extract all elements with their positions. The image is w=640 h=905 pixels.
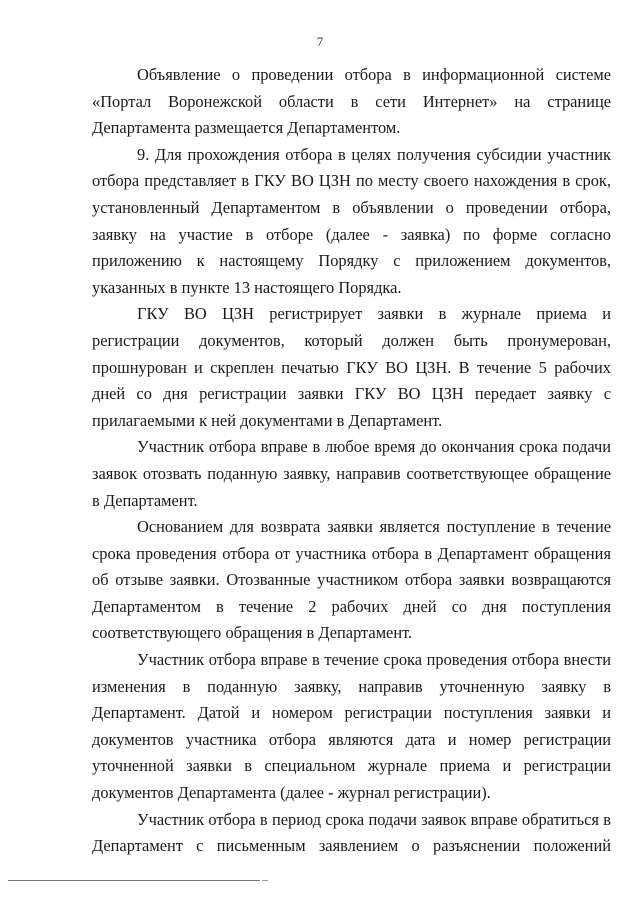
paragraph-application-registration: ГКУ ВО ЦЗН регистрирует заявки в журнале приема и регистрации документов, который должен быть пронумерован, прошнурован и скреплен печатью ГКУ ВО ЦЗН. В течение 5 рабочих дней со дня регистрации заявки ГКУ ВО ЦЗН передает заявку с прилагаемыми к ней документами в Департамент. <box>92 304 611 430</box>
scan-artifact-line-short <box>262 880 268 881</box>
paragraph-application-return: Основанием для возврата заявки является поступление в течение срока проведения отбора от участника отбора в Департамент обращения об отзыве заявки. Отозванные участником отбора заявки возвращаются Департаментом в течение 2 рабочих дней со дня поступления соответствующего обращения в Департамент. <box>92 517 611 643</box>
paragraph-announcement-placement: Объявление о проведении отбора в информационной системе «Портал Воронежской области в сети Интернет» на странице Департамента размещается Департаментом. <box>92 65 611 138</box>
paragraph-clarification-request: Участник отбора в период срока подачи заявок вправе обратиться в Департамент с письменным заявлением о разъяснении положений <box>92 809 611 856</box>
scan-artifact-line <box>8 880 260 881</box>
document-body <box>92 62 611 860</box>
paragraph-item-9-application-submission: 9. Для прохождения отбора в целях получения субсидии участник отбора представляет в ГКУ ВО ЦЗН по месту своего нахождения в срок, установленный Департаментом в объявлении о проведении отбора, заявку на участие в отборе (далее - заявка) по форме согласно приложению к настоящему Порядку с приложением документов, указанных в пункте 13 настоящего Порядка. <box>92 144 611 297</box>
paragraph-application-amendment: Участник отбора вправе в течение срока проведения отбора внести изменения в поданную заявку, направив уточненную заявку в Департамент. Датой и номером регистрации поступления заявки и документов участника отбора являются дата и номер регистрации уточненной заявки в специальном журнале приема и регистрации документов Департамента (далее - журнал регистрации). <box>92 650 611 803</box>
paragraph-application-withdrawal: Участник отбора вправе в любое время до окончания срока подачи заявок отозвать поданную заявку, направив соответствующее обращение в Департамент. <box>92 437 611 510</box>
page-number: 7 <box>316 34 324 49</box>
